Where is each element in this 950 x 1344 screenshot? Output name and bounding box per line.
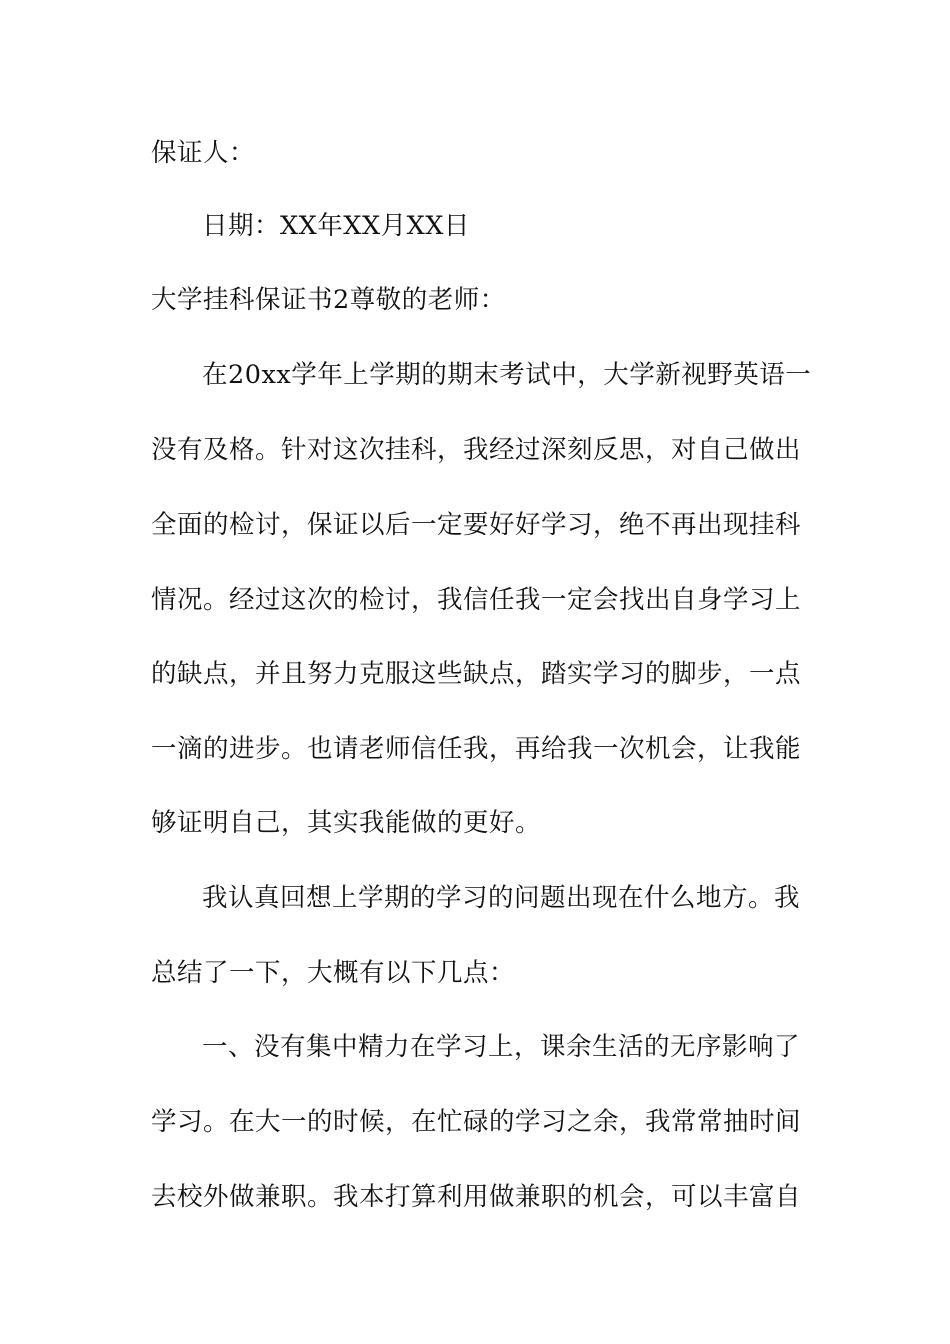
paragraph-line: 在20xx学年上学期的期末考试中，大学新视野英语一 <box>202 360 812 390</box>
paragraph-line: 去校外做兼职。我本打算利用做兼职的机会，可以丰富自 <box>151 1182 802 1212</box>
guarantor-line: 保证人： <box>151 138 256 168</box>
section-title-line: 大学挂科保证书2尊敬的老师： <box>151 285 506 315</box>
paragraph-line: 学习。在大一的时候，在忙碌的学习之余，我常常抽时间 <box>151 1107 802 1137</box>
paragraph-line: 全面的检讨，保证以后一定要好好学习，绝不再出现挂科 <box>151 510 802 540</box>
paragraph-line: 情况。经过这次的检讨，我信任我一定会找出自身学习上 <box>151 585 802 615</box>
paragraph-line: 够证明自己，其实我能做的更好。 <box>151 808 542 838</box>
paragraph-line: 总结了一下，大概有以下几点： <box>151 958 516 988</box>
paragraph-line: 的缺点，并且努力克服这些缺点，踏实学习的脚步，一点 <box>151 659 802 689</box>
paragraph-line: 一滴的进步。也请老师信任我，再给我一次机会，让我能 <box>151 734 802 764</box>
paragraph-line: 我认真回想上学期的学习的问题出现在什么地方。我 <box>202 883 801 913</box>
date-line: 日期：XX年XX月XX日 <box>202 211 470 241</box>
paragraph-line: 没有及格。针对这次挂科，我经过深刻反思，对自己做出 <box>151 435 802 465</box>
paragraph-line: 一、没有集中精力在学习上，课余生活的无序影响了 <box>202 1032 801 1062</box>
